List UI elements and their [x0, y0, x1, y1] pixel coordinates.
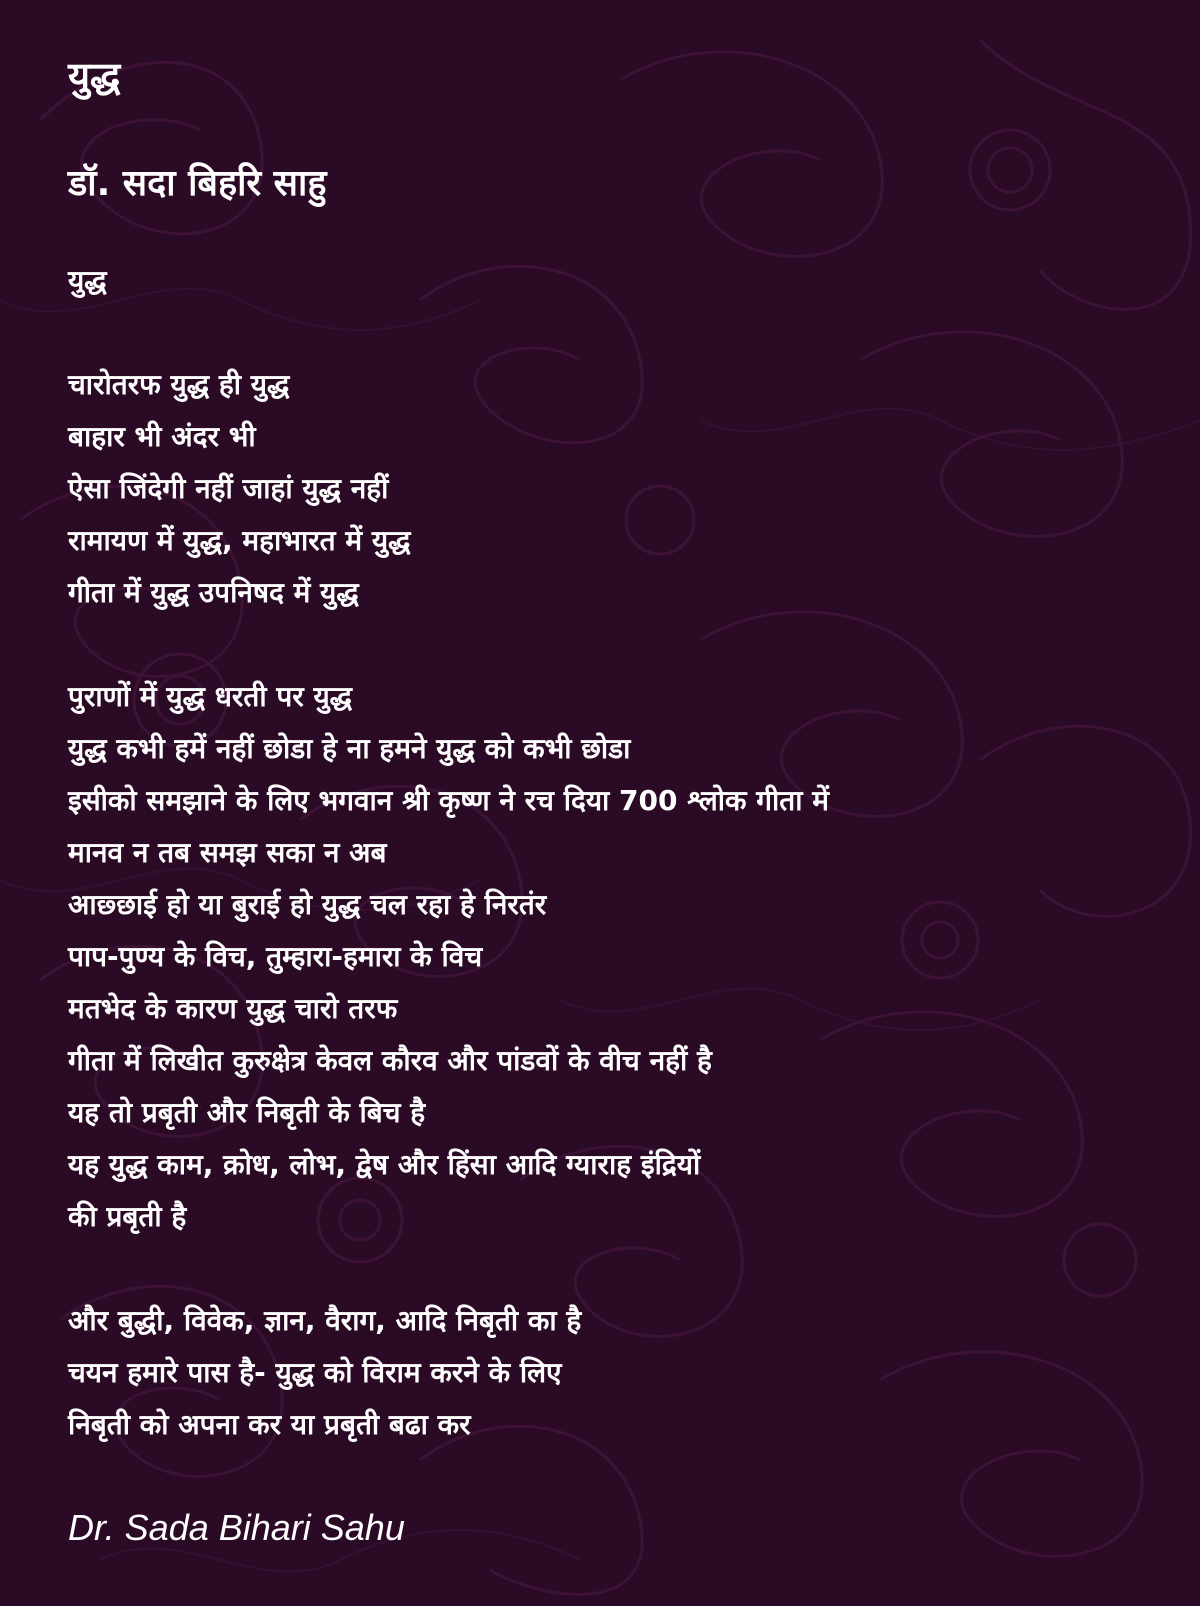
- poem-body: [68, 255, 1168, 1451]
- poem-line: पुराणों में युद्ध धरती पर युद्ध: [68, 680, 353, 713]
- poem-line: मतभेद के कारण युद्ध चारो तरफ: [68, 992, 398, 1025]
- poem-line: यह युद्ध काम, क्रोध, लोभ, द्वेष और हिंसा आदि ग्याराह इंद्रियों: [68, 1148, 701, 1181]
- poem-line: बाहार भी अंदर भी: [68, 420, 256, 453]
- poem-line: और बुद्धी, विवेक, ज्ञान, वैराग, आदि निबृती का है: [68, 1304, 582, 1337]
- poem-line: पाप-पुण्य के विच, तुम्हारा-हमारा के विच: [68, 940, 483, 973]
- poem-line: गीता में लिखीत कुरुक्षेत्र केवल कौरव और पांडवों के वीच नहीं है: [68, 1044, 712, 1077]
- poem-line: [68, 307, 1168, 359]
- poem-line: की प्रबृती है: [68, 1200, 187, 1233]
- poem-line: ऐसा जिंदेगी नहीं जाहां युद्ध नहीं: [68, 472, 389, 505]
- poem-line: चयन हमारे पास है- युद्ध को विराम करने के लिए: [68, 1356, 562, 1389]
- poem-line: चारोतरफ युद्ध ही युद्ध: [68, 368, 290, 401]
- author-signature: Dr. Sada Bihari Sahu: [68, 1507, 405, 1548]
- poem-line: निबृती को अपना कर या प्रबृती बढा कर: [68, 1408, 471, 1441]
- poem-line: [68, 619, 1168, 671]
- poem-line: आछ्छाई हो या बुराई हो युद्ध चल रहा हे निरतंर: [68, 888, 547, 921]
- poem-line: यह तो प्रबृती और निबृती के बिच है: [68, 1096, 426, 1129]
- author-name-hindi: डॉ. सदा बिहरि साहु: [68, 163, 327, 204]
- poem-line: गीता में युद्ध उपनिषद में युद्ध: [68, 576, 359, 609]
- poem-line: युद्ध: [68, 264, 107, 297]
- poem-line: इसीको समझाने के लिए भगवान श्री कृष्ण ने रच दिया 700 श्लोक गीता में: [68, 784, 829, 817]
- poem-line: रामायण में युद्ध, महाभारत में युद्ध: [68, 524, 411, 557]
- poem-line: युद्ध कभी हमें नहीं छोडा हे ना हमने युद्ध को कभी छोडा: [68, 732, 631, 765]
- poem-line: [68, 1243, 1168, 1295]
- poem-title: युद्ध: [68, 54, 121, 98]
- poem-line: मानव न तब समझ सका न अब: [68, 836, 387, 869]
